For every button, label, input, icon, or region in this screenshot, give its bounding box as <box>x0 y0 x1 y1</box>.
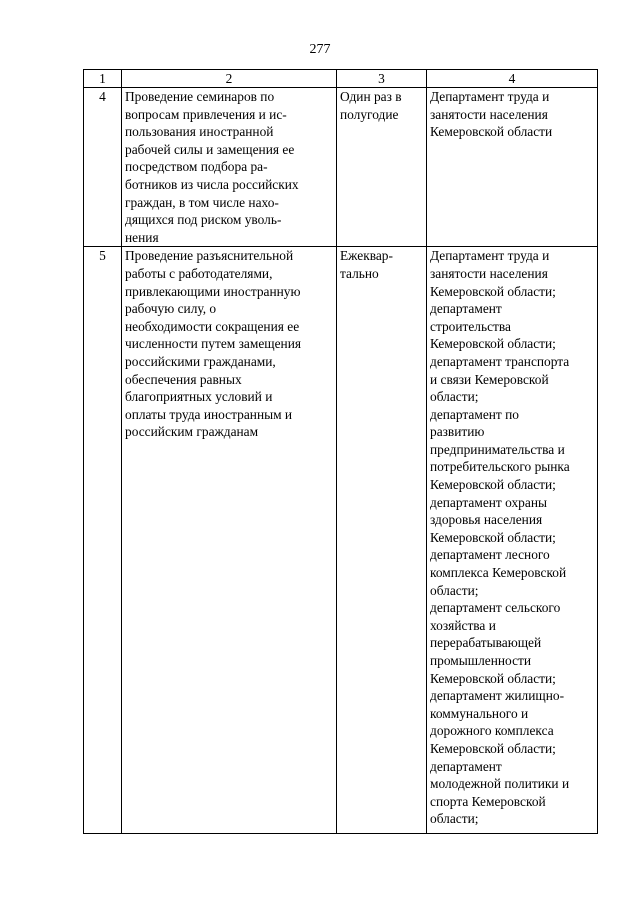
row-number: 4 <box>99 89 106 104</box>
event-text: Проведение семинаров по вопросам привлечения и ис- пользования иностранной рабочей силы и замещения ее посредством подбора ра- ботников из числа российских граждан, в том числе нахо- дящихся под риском уволь- нения <box>125 89 299 245</box>
row-number-cell <box>84 88 122 247</box>
page-number: 277 <box>309 42 331 57</box>
table-row <box>84 88 598 247</box>
measures-table <box>83 69 598 834</box>
executor-text: Департамент труда и занятости населения Кемеровской области; департамент строительства Кемеровской области; департамент транспорта и связи Кемеровской области; департамент по развитию предпринимательства и потребительского рынка Кемеровской области; департамент охраны здоровья населения Кемеровской области; департамент лесного комплекса Кемеровской области; департамент сельского хозяйства и перерабатывающей промышленности Кемеровской области; департамент жилищно- коммунального и дорожного комплекса Кемеровской области; департамент молодежной политики и спорта Кемеровской области; <box>430 248 570 827</box>
period-text: Ежеквар- тально <box>340 248 393 281</box>
row-number: 5 <box>99 248 106 264</box>
column-number-3: 3 <box>337 70 427 88</box>
event-text: Проведение разъяснительной работы с работодателями, привлекающими иностранную рабочую силу, о необходимости сокращения ее численности путем замещения российскими гражданами, обеспечения равных благоприятных условий и оплаты труда иностранным и российским гражданам <box>125 248 302 440</box>
event-cell <box>122 247 337 834</box>
table-header-row <box>84 70 598 88</box>
period-cell <box>337 247 427 834</box>
executor-cell <box>427 88 598 247</box>
executor-cell <box>427 247 598 834</box>
row-number-cell <box>84 247 122 834</box>
table-row <box>84 247 598 834</box>
period-text: Один раз в полугодие <box>340 89 402 122</box>
period-cell <box>337 88 427 247</box>
column-number-1: 1 <box>84 70 122 88</box>
executor-text: Департамент труда и занятости населения Кемеровской области <box>430 89 553 140</box>
column-number-2: 2 <box>122 70 337 88</box>
event-cell <box>122 88 337 247</box>
column-number-4: 4 <box>427 70 598 88</box>
